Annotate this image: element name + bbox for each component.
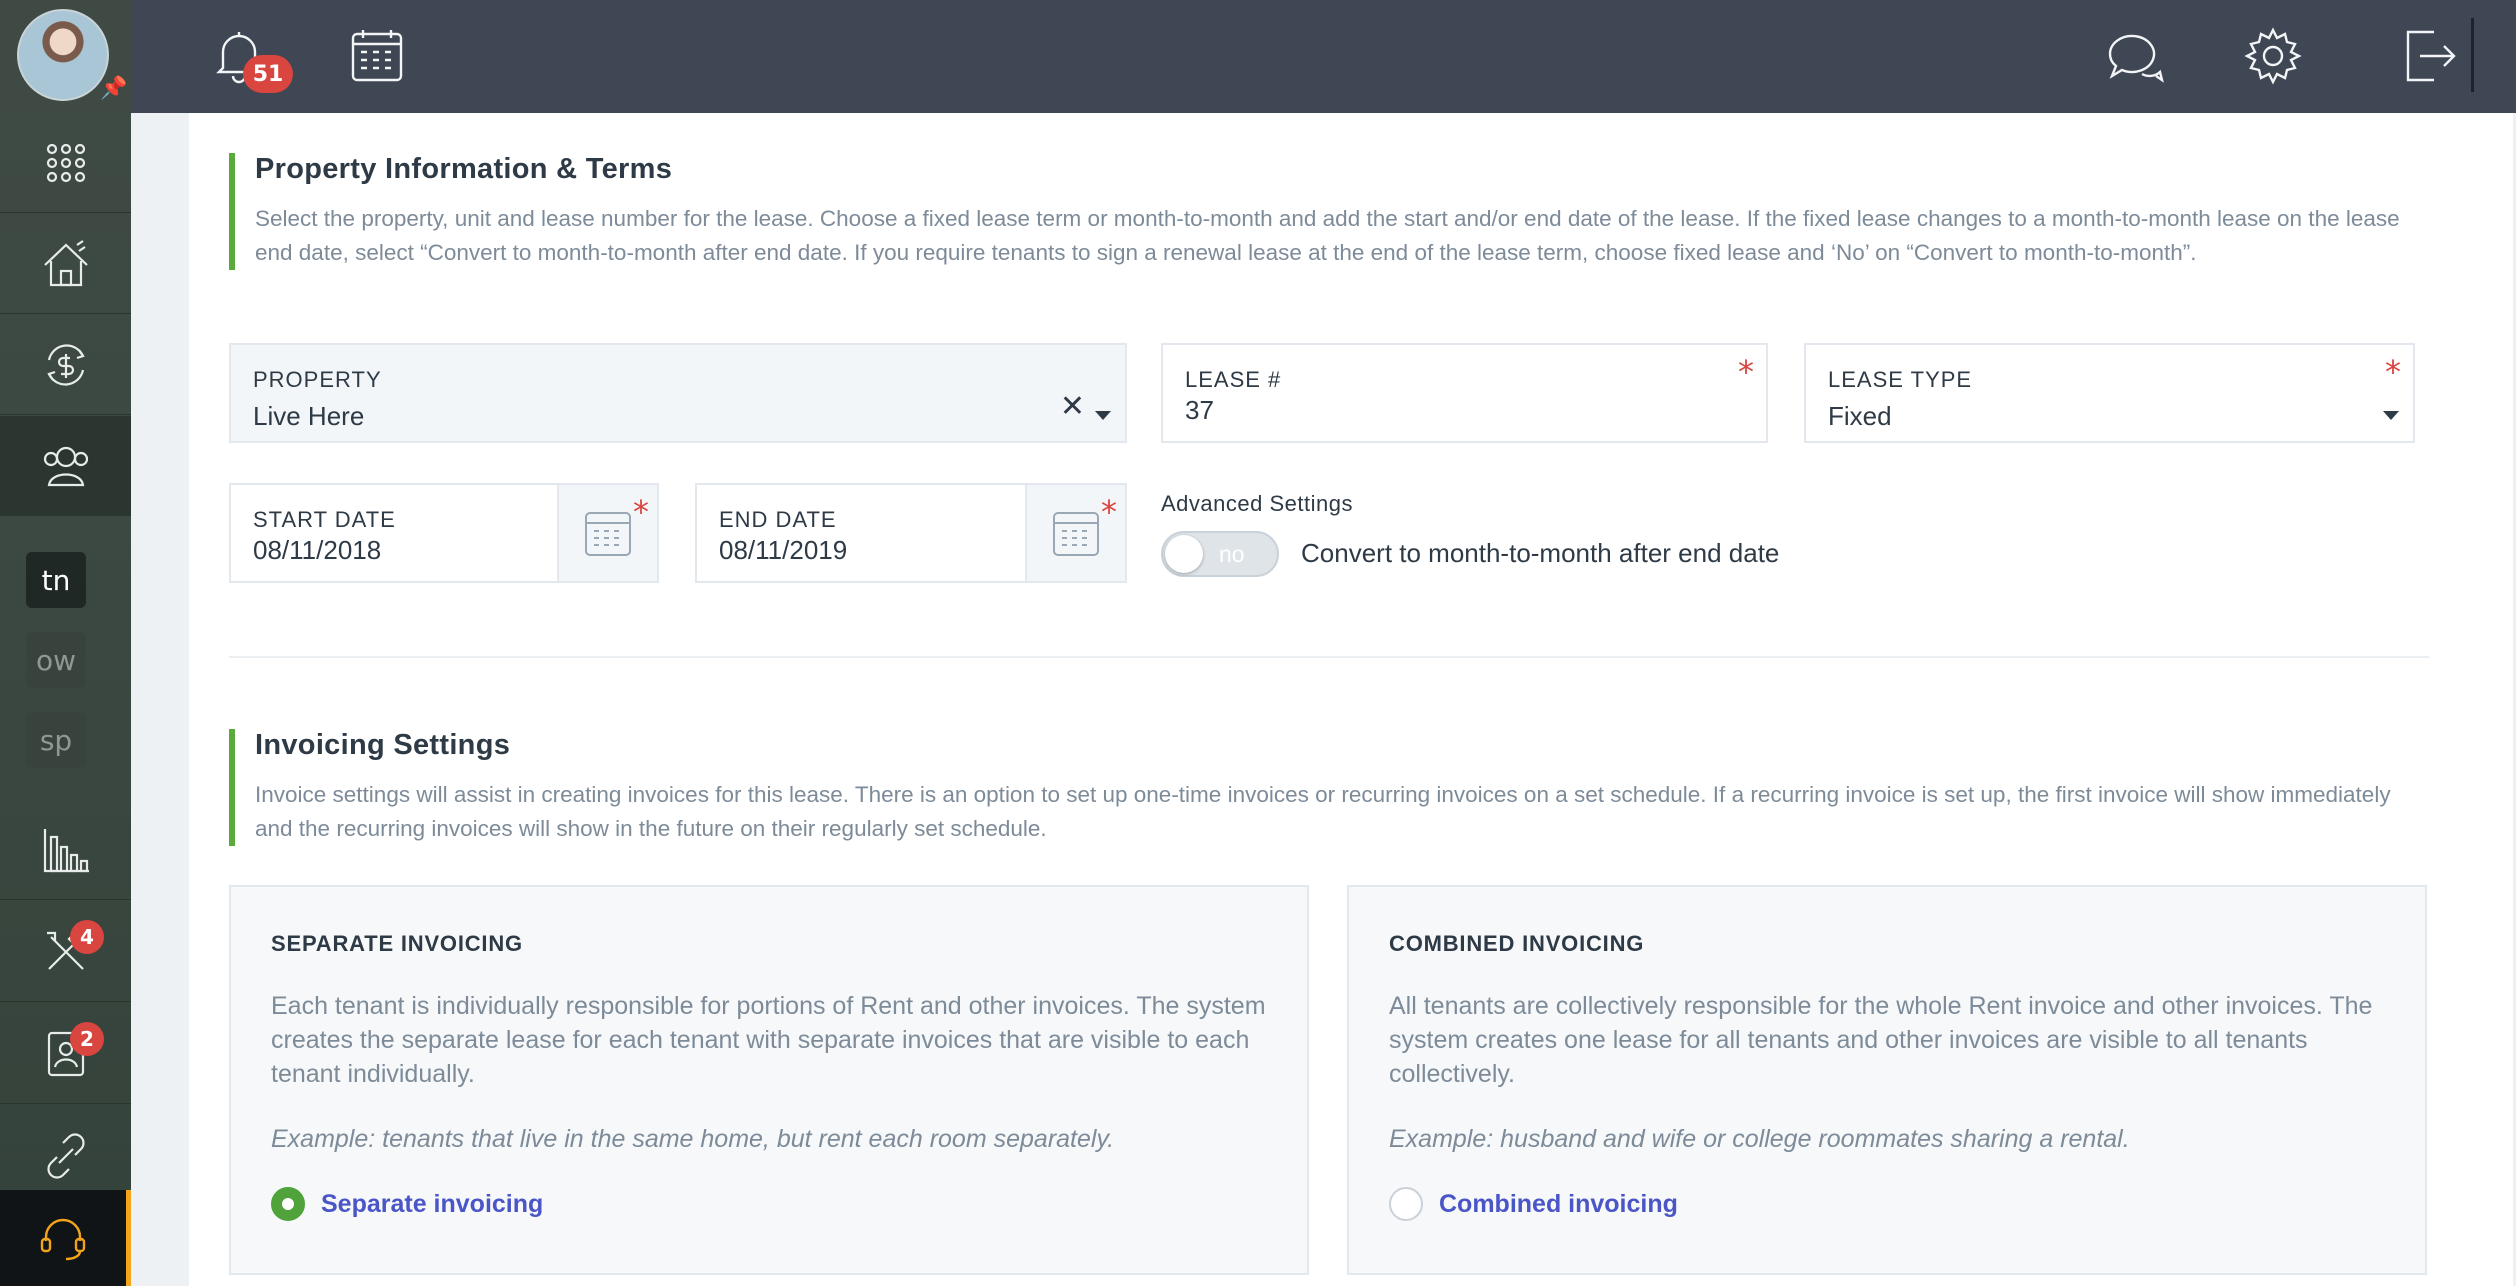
combined-invoicing-title: COMBINED INVOICING [1389, 931, 1645, 956]
calendar-icon [345, 24, 409, 88]
notifications-badge: 51 [243, 55, 293, 93]
lease-number-field[interactable] [1161, 343, 1768, 443]
sidebar-item-reports[interactable] [0, 800, 131, 900]
user-profile[interactable] [0, 0, 131, 113]
settings-button[interactable] [2241, 24, 2305, 88]
service-pro-tag[interactable]: sp [26, 712, 86, 768]
clear-icon[interactable]: ✕ [1059, 389, 1085, 424]
required-icon: * [1101, 493, 1117, 531]
separate-invoicing-description: Each tenant is individually responsible for portions of Rent and other invoices. The system creates the separate lease for each tenant with separate invoices that are visible to each tenant individually. [271, 992, 1266, 1088]
separate-invoicing-option[interactable] [271, 1187, 543, 1221]
required-icon: * [2385, 353, 2401, 391]
house-icon [39, 237, 93, 291]
end-date-label: END DATE [719, 507, 837, 532]
end-date-value[interactable]: 08/11/2019 [719, 535, 848, 565]
month-to-month-toggle[interactable] [1161, 531, 1279, 577]
chat-icon [2102, 24, 2166, 88]
required-icon: * [633, 493, 649, 531]
money-cycle-icon [39, 338, 93, 392]
lease-type-value: Fixed [1828, 401, 1892, 431]
property-label: PROPERTY [253, 367, 382, 392]
combined-invoicing-example: Example: husband and wife or college roommates sharing a rental. [1389, 1125, 2130, 1153]
sidebar-item-people[interactable] [0, 416, 131, 516]
combined-invoicing-radio-label[interactable]: Combined invoicing [1439, 1189, 1678, 1218]
lease-number-value[interactable]: 37 [1185, 395, 1214, 425]
separate-invoicing-radio-label[interactable]: Separate invoicing [321, 1189, 544, 1218]
chevron-down-icon[interactable] [2383, 411, 2399, 420]
combined-invoicing-card[interactable] [1347, 885, 2427, 1275]
topbar-divider [2471, 18, 2474, 92]
separate-invoicing-radio[interactable] [271, 1187, 305, 1221]
separate-invoicing-card[interactable] [229, 885, 1309, 1275]
toggle-description: Convert to month-to-month after end date [1301, 538, 1780, 568]
sidebar-item-applications[interactable] [0, 1004, 131, 1104]
combined-invoicing-option[interactable] [1389, 1187, 1678, 1221]
applications-badge: 2 [70, 1022, 104, 1056]
property-section [229, 153, 2429, 270]
tenant-tag[interactable]: tn [26, 552, 86, 608]
property-select[interactable] [229, 343, 1127, 443]
maintenance-badge: 4 [70, 920, 104, 954]
section-divider [229, 656, 2429, 658]
invoicing-section-title: Invoicing Settings [255, 729, 511, 761]
invoicing-section [229, 729, 2429, 846]
gear-icon [2241, 24, 2305, 88]
start-date-field[interactable] [229, 483, 659, 583]
logout-icon [2396, 24, 2460, 88]
lease-type-label: LEASE TYPE [1828, 367, 1973, 392]
lease-number-label: LEASE # [1185, 367, 1282, 392]
lease-type-select[interactable] [1804, 343, 2415, 443]
start-date-label: START DATE [253, 507, 396, 532]
property-section-title: Property Information & Terms [255, 153, 673, 185]
people-icon [39, 439, 93, 493]
topbar [131, 0, 2516, 113]
separate-invoicing-title: SEPARATE INVOICING [271, 931, 523, 956]
owner-tag[interactable]: ow [26, 632, 86, 688]
support-button[interactable] [0, 1190, 131, 1286]
property-value: Live Here [253, 401, 365, 431]
sidebar [0, 0, 131, 1286]
toggle-text: no [1219, 541, 1245, 567]
headset-icon [36, 1211, 90, 1265]
sidebar-item-maintenance[interactable] [0, 902, 131, 1002]
grid-icon [39, 136, 93, 190]
logout-button[interactable] [2396, 24, 2460, 88]
sidebar-item-properties[interactable] [0, 214, 131, 314]
sidebar-item-accounting[interactable] [0, 315, 131, 415]
lease-form [189, 113, 2513, 1286]
invoicing-section-description: Invoice settings will assist in creating invoices for this lease. There is an option to set up one-time invoices or recurring invoices on a set schedule. If a recurring invoice is set up, the first invoice will show immediately and the recurring invoices will show in the future on their regularly set schedule. [255, 782, 2391, 841]
toggle-knob [1165, 535, 1203, 573]
chevron-down-icon[interactable] [1095, 411, 1111, 420]
calendar-icon [1048, 505, 1104, 561]
advanced-settings-label: Advanced Settings [1161, 491, 1353, 516]
required-icon: * [1738, 353, 1754, 391]
end-date-field[interactable] [695, 483, 1127, 583]
calendar-icon [580, 505, 636, 561]
avatar[interactable] [17, 9, 109, 101]
link-icon [39, 1129, 93, 1183]
calendar-button[interactable] [345, 24, 409, 88]
pin-icon[interactable]: 📌 [100, 76, 128, 101]
combined-invoicing-radio[interactable] [1389, 1187, 1423, 1221]
separate-invoicing-example: Example: tenants that live in the same home, but rent each room separately. [271, 1125, 1115, 1153]
combined-invoicing-description: All tenants are collectively responsible for the whole Rent invoice and other invoices. The system creates one lease for all tenants and other invoices are visible to all tenants collectively. [1389, 992, 2373, 1088]
start-date-value[interactable]: 08/11/2018 [253, 535, 382, 565]
sidebar-item-apps[interactable] [0, 113, 131, 213]
property-section-description: Select the property, unit and lease number for the lease. Choose a fixed lease term or month-to-month and add the start and/or end date of the lease. If the fixed lease changes to a month-to-month lease on the lease end date, select “Convert to month-to-month after end date. If you require tenants to sign a renewal lease at the end of the lease term, choose fixed lease and ‘No’ on “Convert to month-to-month”. [255, 206, 2400, 265]
messages-button[interactable] [2102, 24, 2166, 88]
bar-chart-icon [39, 823, 93, 877]
